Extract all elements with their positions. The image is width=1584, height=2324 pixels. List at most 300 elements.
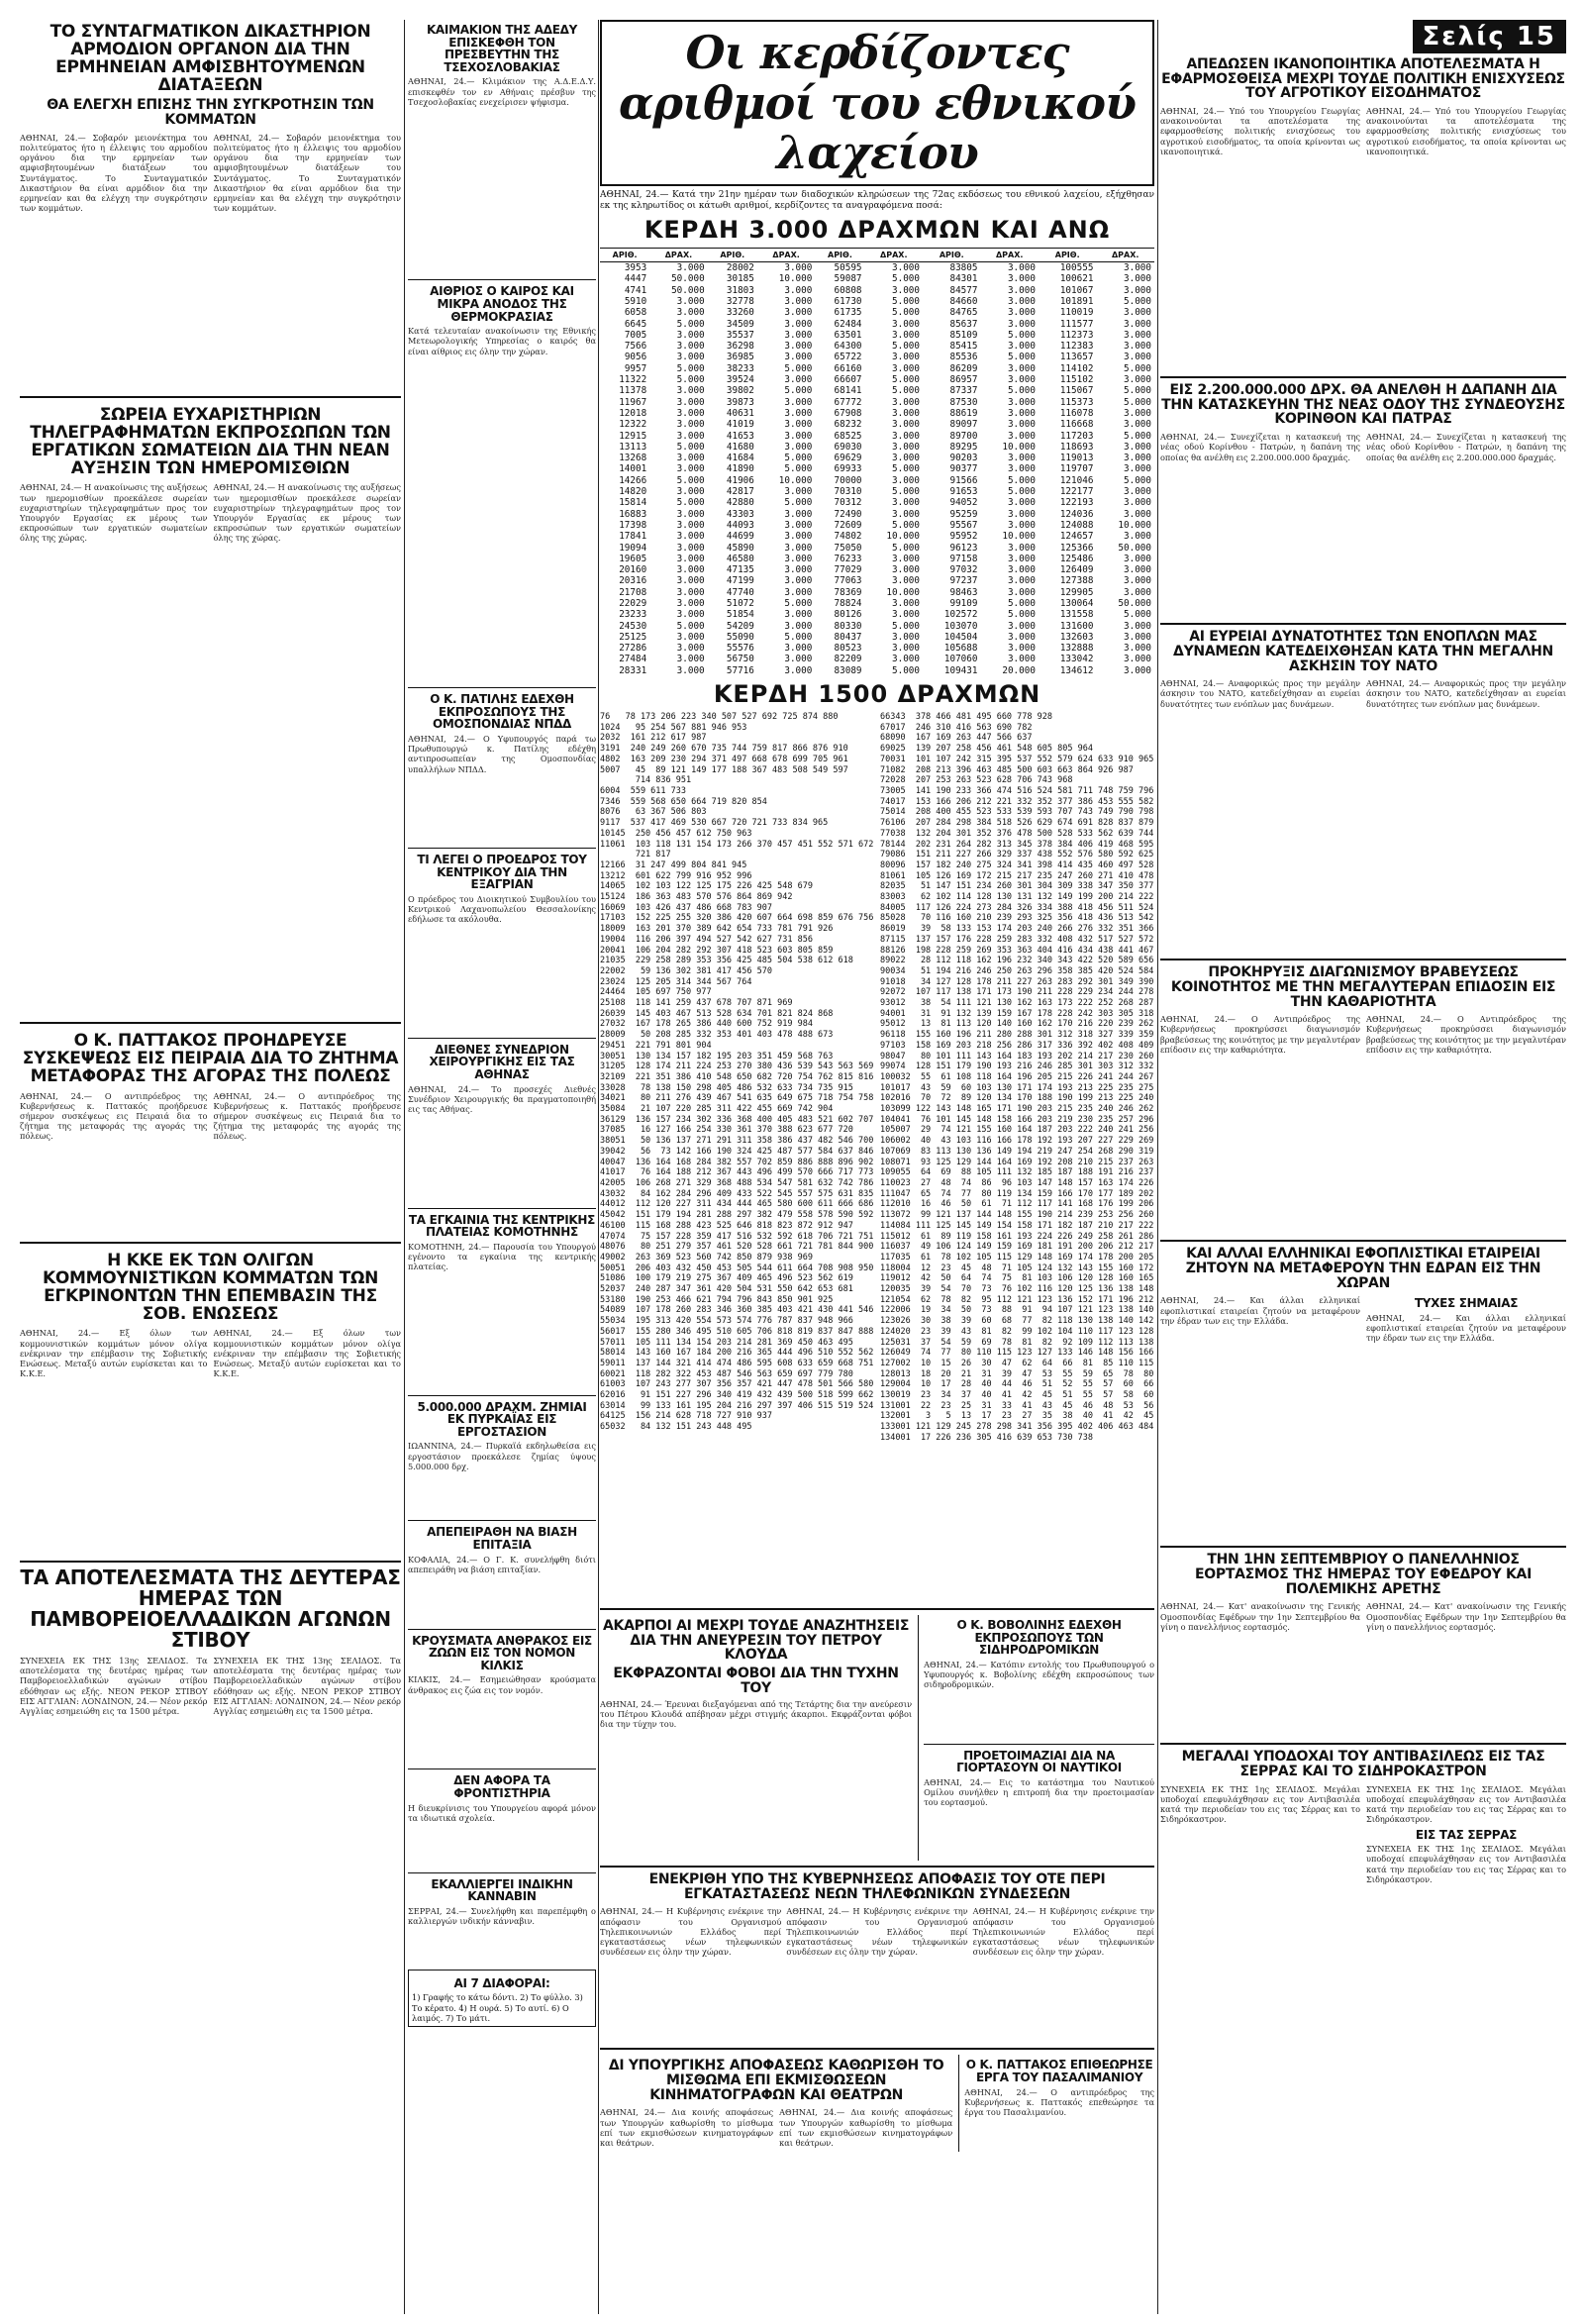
article-body: ΑΘΗΝΑΙ, 24.— Κατόπιν εντολής του Πρωθυπουργού ο Υφυπουργός κ. Βοβολίνης εδέχθη εκπροσώπους των σιδηροδρομικών. <box>924 1659 1154 1690</box>
list-item: 126049 74 77 80 110 115 123 127 133 146 148 156 166 <box>880 1348 1154 1359</box>
ticket-number: 95259 <box>949 508 978 520</box>
divider <box>1160 1546 1566 1548</box>
lottery-col-header: ΑΡΙΘ. <box>1039 248 1096 261</box>
ticket-number: 132888 <box>1059 643 1094 655</box>
prize-amount: 3.000 <box>1124 643 1151 655</box>
ticket-number: 85637 <box>949 318 978 330</box>
ticket-number: 84577 <box>949 284 978 296</box>
ticket-number: 116668 <box>1059 419 1094 431</box>
table-row <box>600 330 1154 341</box>
table-row <box>600 520 1154 531</box>
ticket-number: 124088 <box>1059 519 1094 531</box>
ticket-number: 51072 <box>726 597 754 609</box>
ticket-number: 91653 <box>949 486 978 498</box>
prize-amount: 3.000 <box>1007 643 1036 655</box>
lottery-col-header: ΑΡΙΘ. <box>923 248 980 261</box>
article <box>20 20 401 391</box>
prize-amount: 3.000 <box>784 295 813 307</box>
divider <box>20 1242 401 1244</box>
ticket-number: 121046 <box>1059 474 1094 486</box>
divider <box>408 687 596 688</box>
list-item: 90034 51 194 216 246 250 263 296 358 385 420 524 584 <box>880 965 1154 976</box>
prize-amount: 5.000 <box>892 385 921 397</box>
ticket-number: 69629 <box>834 453 862 464</box>
prize-amount: 5.000 <box>676 474 705 486</box>
prize-amount: 3.000 <box>784 519 813 531</box>
list-item: 71082 208 213 396 463 485 500 603 663 864 926 987 <box>880 764 1134 775</box>
prize-amount: 3.000 <box>676 542 705 554</box>
ticket-number: 96123 <box>949 542 978 554</box>
prize-amount: 3.000 <box>676 463 705 475</box>
ticket-number: 105688 <box>943 643 978 655</box>
ticket-number: 66607 <box>834 374 862 386</box>
article-body: ΑΘΗΝΑΙ, 24.— Κατ' ανακοίνωσιν της Γενικής Ομοσπονδίας Εφέδρων την 1ην Σεπτεμβρίου θα γίνη ο πανελλήνιος εορτασμός. <box>1366 1601 1566 1632</box>
ticket-number: 12018 <box>619 407 647 419</box>
ticket-number: 41906 <box>726 474 754 486</box>
ticket-number: 19094 <box>619 542 647 554</box>
list-item: 34021 80 211 276 439 467 541 635 649 675 718 754 758 <box>600 1093 874 1104</box>
list-item: 132001 3 5 13 17 23 27 35 38 40 41 42 45 <box>880 1411 1154 1422</box>
list-item: 1024 95 254 567 881 946 953 <box>600 722 747 733</box>
prize-amount: 3.000 <box>892 564 921 576</box>
prize-amount: 3.000 <box>676 597 705 609</box>
list-item: 53180 190 253 466 621 794 796 843 850 901 925 <box>600 1294 834 1305</box>
headline: ΚΑΙΜΑΚΙΟΝ ΤΗΣ ΑΔΕΔΥ ΕΠΙΣΚΕΦΘΗ ΤΟΝ ΠΡΕΣΒΕΥΤΗΝ ΤΗΣ ΤΣΕΧΟΣΛΟΒΑΚΙΑΣ <box>426 23 578 74</box>
headline: ΑΙ 7 ΔΙΑΦΟΡΑΙ: <box>453 1975 550 1990</box>
prize-amount: 3.000 <box>784 531 813 543</box>
list-item: 60021 118 282 322 453 487 546 563 659 697 779 780 <box>600 1368 853 1379</box>
article-body: Ο πρόεδρος του Διοικητικού Συμβουλίου του Κεντρικού Λαχανοπωλείου Θεσσαλονίκης εδήλωσε τα ακόλουθα. <box>408 893 596 925</box>
list-item: 76106 207 284 298 384 518 526 629 674 691 828 837 879 <box>880 818 1154 829</box>
ticket-number: 84301 <box>949 273 978 285</box>
ticket-number: 115067 <box>1059 385 1094 397</box>
ticket-number: 20316 <box>619 575 647 587</box>
divider <box>408 1395 596 1396</box>
list-item: 111047 65 74 77 80 119 134 159 166 170 177 189 202 <box>880 1188 1154 1199</box>
ticket-number: 102572 <box>943 609 978 621</box>
prize-amount: 5.000 <box>676 318 705 330</box>
prize-amount: 3.000 <box>892 597 921 609</box>
prize-amount: 3.000 <box>1124 497 1151 509</box>
list-item: 125031 37 54 59 69 78 81 82 92 109 112 113 138 <box>880 1337 1154 1348</box>
prize-amount: 3.000 <box>676 609 705 621</box>
list-item: 93012 38 54 111 121 130 162 163 173 222 252 268 287 <box>880 998 1154 1009</box>
ticket-number: 67908 <box>834 407 862 419</box>
prize-amount: 50.000 <box>1118 597 1151 609</box>
prize-amount: 3.000 <box>1124 352 1151 363</box>
list-item: 118004 12 23 45 48 71 105 124 132 143 155 160 172 <box>880 1263 1154 1273</box>
list-item: 80096 157 182 240 275 324 341 398 414 435 460 497 528 <box>880 859 1154 870</box>
list-item: 3191 240 249 260 670 735 744 759 817 866 876 910 <box>600 744 848 755</box>
list-item: 41017 76 164 188 212 367 443 496 499 570 666 717 773 <box>600 1167 874 1178</box>
prize-amount: 5.000 <box>1007 352 1036 363</box>
ticket-number: 41890 <box>726 463 754 475</box>
table-row <box>600 319 1154 330</box>
ticket-number: 76233 <box>834 553 862 564</box>
column-narrow <box>408 20 596 2314</box>
ticket-number: 116078 <box>1059 407 1094 419</box>
ticket-number: 42880 <box>726 497 754 509</box>
column-right <box>1160 20 1566 2314</box>
prize-amount: 5.000 <box>1007 385 1036 397</box>
list-item: 113072 99 121 137 144 148 155 190 214 239 253 256 260 <box>880 1210 1154 1221</box>
ticket-number: 5910 <box>624 295 647 307</box>
list-item: 714 836 951 <box>600 775 692 786</box>
prize-amount: 3.000 <box>676 307 705 319</box>
ticket-number: 109431 <box>943 664 978 676</box>
prize-amount: 3.000 <box>1124 407 1151 419</box>
list-item: 18009 163 201 370 389 642 654 733 781 791 926 <box>600 924 834 935</box>
ticket-number: 67772 <box>834 396 862 408</box>
prize-amount: 3.000 <box>1007 341 1036 353</box>
ticket-number: 28002 <box>726 262 754 274</box>
table-row <box>600 273 1154 284</box>
list-item: 106002 40 43 103 116 166 178 192 193 207 227 229 269 <box>880 1136 1154 1147</box>
prize-amount: 3.000 <box>892 575 921 587</box>
list-item: 31205 128 174 211 224 253 270 380 436 539 543 563 569 <box>600 1061 874 1072</box>
lottery-col-header: ΑΡΙΘ. <box>815 248 864 261</box>
article-body: ΑΘΗΝΑΙ, 24.— Και άλλαι ελληνικαί εφοπλιστικαί εταιρείαι ζητούν να μεταφέρουν την έδραν των εις την Ελλάδα. <box>1366 1312 1566 1344</box>
prize-amount: 3.000 <box>1007 497 1036 509</box>
prize-amount: 3.000 <box>892 508 921 520</box>
list-item: 64125 156 214 628 718 727 910 937 <box>600 1411 772 1422</box>
prize-amount: 3.000 <box>676 654 705 665</box>
table-row <box>600 564 1154 575</box>
ticket-number: 69030 <box>834 441 862 453</box>
table-row <box>600 609 1154 620</box>
list-item: 117035 61 78 102 105 115 129 148 169 174 178 200 205 <box>880 1252 1154 1263</box>
ticket-number: 97032 <box>949 564 978 576</box>
ticket-number: 83805 <box>949 262 978 274</box>
divider <box>1160 623 1566 625</box>
prize-amount: 5.000 <box>892 486 921 498</box>
list-item: 87115 137 157 176 228 259 283 332 408 432 517 527 572 <box>880 934 1154 945</box>
prize-amount: 3.000 <box>1007 318 1036 330</box>
prize-amount: 3.000 <box>1007 575 1036 587</box>
list-item: 30051 130 134 157 182 195 203 351 459 568 763 <box>600 1051 834 1061</box>
ticket-number: 80523 <box>834 643 862 655</box>
divider <box>20 1561 401 1563</box>
table-row <box>600 374 1154 385</box>
ticket-number: 14820 <box>619 486 647 498</box>
list-item: 59011 137 144 321 414 474 486 595 608 633 659 668 751 <box>600 1358 874 1368</box>
prize-amount: 3.000 <box>1124 374 1151 386</box>
ticket-number: 80437 <box>834 631 862 643</box>
prize-amount: 3.000 <box>1124 419 1151 431</box>
prize-amount: 5.000 <box>1124 609 1151 621</box>
list-item: 74017 153 166 206 212 221 332 352 377 386 453 555 582 <box>880 796 1154 807</box>
prize-amount: 3.000 <box>1124 463 1151 475</box>
ticket-number: 61735 <box>834 307 862 319</box>
ticket-number: 36985 <box>726 352 754 363</box>
prize-amount: 3.000 <box>1007 374 1036 386</box>
ticket-number: 95952 <box>949 531 978 543</box>
prize-amount: 3.000 <box>784 419 813 431</box>
prize-amount: 3.000 <box>892 643 921 655</box>
divider <box>408 1208 596 1209</box>
prize-amount: 3.000 <box>784 486 813 498</box>
ticket-number: 54209 <box>726 620 754 632</box>
prize-amount: 5.000 <box>892 374 921 386</box>
prize-amount: 5.000 <box>1007 597 1036 609</box>
headline: ΤΙ ΛΕΓΕΙ Ο ΠΡΟΕΔΡΟΣ ΤΟΥ ΚΕΝΤΡΙΚΟΥ ΔΙΑ ΤΗΝ ΕΞΑΓΡΙΑΝ <box>417 852 587 892</box>
lottery-col-header: ΔΡΑΧ. <box>980 248 1038 261</box>
lottery-col-header: ΔΡΑΧ. <box>1096 248 1154 261</box>
prize-amount: 3.000 <box>1007 362 1036 374</box>
table-row <box>600 408 1154 419</box>
prize-amount: 3.000 <box>1124 318 1151 330</box>
ticket-number: 131558 <box>1059 609 1094 621</box>
table-row <box>600 632 1154 643</box>
ticket-number: 85415 <box>949 341 978 353</box>
article-body: ΑΘΗΝΑΙ, 24.— Δια κοινής αποφάσεως των Υπουργών καθωρίσθη το μίσθωμα επί των εκμισθώσεων κινηματογράφων και θεάτρων. <box>779 2107 953 2149</box>
ticket-number: 111577 <box>1059 318 1094 330</box>
article-body: ΑΘΗΝΑΙ, 24.— Σοβαρόν μειονέκτημα του πολιτεύματος ήτο η έλλειψις του αρμοδίου οργάνου δια την ερμηνείαν των αμφισβητουμένων διατάξεων του Συντάγματος. Το Συνταγματικόν Δικαστήριον θα είναι αρμόδιον δια την ερμηνείαν και θα ελέγχη την συγκρότησιν των κομμάτων. <box>213 132 401 214</box>
ticket-number: 3953 <box>624 262 647 274</box>
ticket-number: 119013 <box>1059 453 1094 464</box>
prize-amount: 5.000 <box>1124 385 1151 397</box>
list-item: 103099 122 143 148 165 171 190 203 215 235 240 246 262 <box>880 1104 1154 1115</box>
ticket-number: 31803 <box>726 284 754 296</box>
lottery-col-header: ΔΡΑΧ. <box>649 248 707 261</box>
prize-amount: 3.000 <box>1124 631 1151 643</box>
ticket-number: 44699 <box>726 531 754 543</box>
divider <box>408 1768 596 1769</box>
prize-amount: 5.000 <box>1007 609 1036 621</box>
prize-amount: 5.000 <box>676 620 705 632</box>
lottery-heading-3000: ΚΕΡΔΗ 3.000 ΔΡΑΧΜΩΝ ΚΑΙ ΑΝΩ <box>644 215 1111 244</box>
list-item: 27032 167 178 265 386 440 600 752 919 984 <box>600 1019 813 1030</box>
list-item: 55034 195 313 420 554 573 574 776 787 837 948 966 <box>600 1316 853 1327</box>
list-item: 92072 107 117 138 171 173 190 211 228 229 234 244 278 <box>880 987 1154 998</box>
table-row <box>600 419 1154 430</box>
ticket-number: 14001 <box>619 463 647 475</box>
table-row <box>600 575 1154 586</box>
table-row <box>600 475 1154 486</box>
ticket-number: 95567 <box>949 519 978 531</box>
headline: ΕΙΣ 2.200.000.000 ΔΡΧ. ΘΑ ΑΝΕΛΘΗ Η ΔΑΠΑΝΗ ΔΙΑ ΤΗΝ ΚΑΤΑΣΚΕΥΗΝ ΤΗΣ ΝΕΑΣ ΟΔΟΥ ΤΗΣ ΣΥΝΔΕΟΥΣΗΣ ΚΟΡΙΝΘΟΝ ΚΑΙ ΠΑΤΡΑΣ <box>1161 382 1565 428</box>
article-body: ΑΘΗΝΑΙ, 24.— Υπό του Υπουργείου Γεωργίας ανακοινούνται τα αποτελέσματα της εφαρμοσθείσης πολιτικής ενισχύσεως του αγροτικού εισοδήματος, τα οποία κρίνονται ως ικανοποιητικά. <box>1160 106 1360 156</box>
list-item: 37085 16 127 166 254 330 361 370 388 623 677 720 <box>600 1125 853 1136</box>
article-body: ΚΙΛΚΙΣ, 24.— Εσημειώθησαν κρούσματα άνθρακος εις ζώα εις τον νομόν. <box>408 1674 596 1695</box>
table-row <box>600 531 1154 542</box>
subheadline: ΕΚΦΡΑΖΟΝΤΑΙ ΦΟΒΟΙ ΔΙΑ ΤΗΝ ΤΥΧΗΝ ΤΟΥ <box>613 1666 899 1696</box>
prize-amount: 3.000 <box>1124 553 1151 564</box>
list-item: 89022 28 112 118 162 196 232 340 343 422 520 589 656 <box>880 956 1154 966</box>
prize-amount: 3.000 <box>1124 531 1151 543</box>
prize-amount: 3.000 <box>676 329 705 341</box>
list-item: 91018 34 127 128 178 211 227 263 283 292 301 349 390 <box>880 976 1154 987</box>
ticket-number: 17841 <box>619 531 647 543</box>
ticket-number: 43303 <box>726 508 754 520</box>
list-item: 47074 75 157 228 359 417 516 532 592 618 706 721 751 <box>600 1231 874 1242</box>
prize-amount: 3.000 <box>676 508 705 520</box>
prize-amount: 3.000 <box>1007 430 1036 442</box>
list-item: 2032 161 212 617 987 <box>600 733 707 744</box>
prize-amount: 3.000 <box>892 329 921 341</box>
ticket-number: 59087 <box>834 273 862 285</box>
headline: ΠΡΟΕΤΟΙΜΑΖΙΑΙ ΔΙΑ ΝΑ ΓΙΟΡΤΑΣΟΥΝ ΟΙ ΝΑΥΤΙΚΟΙ <box>956 1748 1122 1775</box>
ticket-number: 44093 <box>726 519 754 531</box>
ticket-number: 42817 <box>726 486 754 498</box>
column-lottery <box>600 20 1154 2314</box>
list-item: 46100 115 168 288 423 525 646 818 823 872 912 947 <box>600 1220 853 1231</box>
prize-amount: 3.000 <box>1124 341 1151 353</box>
article-body: ΑΘΗΝΑΙ, 24.— Δια κοινής αποφάσεως των Υπουργών καθωρίσθη το μίσθωμα επί των εκμισθώσεων κινηματογράφων και θεάτρων. <box>600 2107 774 2149</box>
article-body: ΑΘΗΝΑΙ, 24.— Υπό του Υπουργείου Γεωργίας ανακοινούνται τα αποτελέσματα της εφαρμοσθείσης πολιτικής ενισχύσεως του αγροτικού εισοδήματος, τα οποία κρίνονται ως ικανοποιητικά. <box>1366 106 1566 156</box>
lottery-col-header: ΑΡΙΘ. <box>708 248 757 261</box>
prize-amount: 10.000 <box>1002 441 1036 453</box>
ticket-number: 66160 <box>834 362 862 374</box>
list-item: 70031 101 107 242 315 395 537 552 579 624 633 910 965 <box>880 754 1154 764</box>
list-item: 127002 10 15 26 30 47 62 64 66 81 85 110 115 <box>880 1358 1154 1368</box>
ticket-number: 47199 <box>726 575 754 587</box>
article <box>20 1567 401 1720</box>
prize-amount: 3.000 <box>1124 329 1151 341</box>
divider <box>408 1520 596 1521</box>
article-body: ΑΘΗΝΑΙ, 24.— Ο αντιπρόεδρος της Κυβερνήσεως κ. Παττακός επεθεώρησε τα έργα του Πασαλιμανίου. <box>964 2086 1154 2117</box>
ticket-number: 114102 <box>1059 362 1094 374</box>
table-row <box>600 543 1154 554</box>
column-rule <box>404 20 405 2314</box>
article-body: Κατά τελευταίαν ανακοίνωσιν της Εθνικής Μετεωρολογικής Υπηρεσίας ο καιρός θα είναι αίθριος εις όλην την χώραν. <box>408 326 596 356</box>
table-row <box>600 352 1154 362</box>
ticket-number: 68525 <box>834 430 862 442</box>
prize-amount: 3.000 <box>676 575 705 587</box>
article-body: ΑΘΗΝΑΙ, 24.— Ο αντιπρόεδρος της Κυβερνήσεως κ. Παττακός προήδρευσε σήμερον συσκέψεως εις Πειραιά δια το ζήτημα της μεταφοράς της αγοράς της πόλεως. <box>213 1090 401 1142</box>
prize-amount: 3.000 <box>784 609 813 621</box>
divider <box>600 1866 1154 1868</box>
article-body: ΑΘΗΝΑΙ, 24.— Σοβαρόν μειονέκτημα του πολιτεύματος ήτο η έλλειψις του αρμοδίου οργάνου δια την ερμηνείαν των αμφισβητουμένων διατάξεων του Συντάγματος. Το Συνταγματικόν Δικαστήριον θα είναι αρμόδιον δια την ερμηνείαν και θα ελέγχη την συγκρότησιν των κομμάτων. <box>20 132 208 214</box>
list-item: 68090 167 169 263 447 566 637 <box>880 733 1033 744</box>
list-item: 32109 221 351 386 410 548 650 682 720 754 762 815 816 <box>600 1071 874 1082</box>
prize-amount: 3.000 <box>1124 620 1151 632</box>
table-row <box>600 598 1154 609</box>
prize-amount: 3.000 <box>1124 654 1151 665</box>
prize-amount: 3.000 <box>1124 284 1151 296</box>
prize-amount: 3.000 <box>1007 620 1036 632</box>
prize-amount: 3.000 <box>784 374 813 386</box>
prize-amount: 3.000 <box>784 329 813 341</box>
divider <box>408 1629 596 1630</box>
ticket-number: 131600 <box>1059 620 1094 632</box>
headline: Ο Κ. ΠΑΤΙΛΗΣ ΕΔΕΧΘΗ ΕΚΠΡΟΣΩΠΟΥΣ ΤΗΣ ΟΜΟΣΠΟΝΔΙΑΣ ΝΠΔΔ <box>430 692 574 732</box>
prize-amount: 5.000 <box>676 374 705 386</box>
list-item: 131001 22 23 25 31 33 41 43 45 46 48 53 56 <box>880 1400 1154 1411</box>
prize-amount: 5.000 <box>1007 486 1036 498</box>
ticket-number: 64300 <box>834 341 862 353</box>
ticket-number: 36298 <box>726 341 754 353</box>
ticket-number: 9056 <box>624 352 647 363</box>
list-item: 56017 155 280 346 495 510 605 706 818 819 837 847 888 <box>600 1326 874 1337</box>
ticket-number: 117203 <box>1059 430 1094 442</box>
prize-amount: 3.000 <box>676 519 705 531</box>
ticket-number: 86957 <box>949 374 978 386</box>
list-item: 78144 202 231 264 282 313 345 378 384 406 419 468 595 <box>880 839 1154 850</box>
list-item: 40047 136 164 168 284 382 557 702 859 886 888 896 902 <box>600 1157 874 1167</box>
ticket-number: 24530 <box>619 620 647 632</box>
ticket-number: 77029 <box>834 564 862 576</box>
prize-amount: 3.000 <box>1007 273 1036 285</box>
ticket-number: 17398 <box>619 519 647 531</box>
subheadline: ΤΥΧΕΣ ΣΗΜΑΙΑΣ <box>1414 1296 1519 1311</box>
ticket-number: 41653 <box>726 430 754 442</box>
ticket-number: 122177 <box>1059 486 1094 498</box>
list-item: 44012 112 120 227 311 434 444 465 580 600 611 666 686 <box>600 1199 874 1210</box>
divider <box>408 279 596 280</box>
table-row <box>600 397 1154 408</box>
list-item: 72028 207 253 263 523 628 706 743 968 <box>880 775 1073 786</box>
prize-amount: 5.000 <box>1007 474 1036 486</box>
ticket-number: 132603 <box>1059 631 1094 643</box>
article-body: ΑΘΗΝΑΙ, 24.— Εξ όλων των κομμουνιστικών κομμάτων μόνον ολίγα ενέκριναν την επέμβασιν της Σοβιετικής Ενώσεως. Μεταξύ αυτών ευρίσκεται και το Κ.Κ.Ε. <box>20 1328 208 1379</box>
prize-amount: 3.000 <box>1007 586 1036 598</box>
ticket-number: 78824 <box>834 597 862 609</box>
ticket-number: 87337 <box>949 385 978 397</box>
article-body: ΑΘΗΝΑΙ, 24.— Η Κυβέρνησις ενέκρινε την απόφασιν του Οργανισμού Τηλεπικοινωνιών Ελλάδος περί εγκαταστάσεως νέων τηλεφωνικών συνδέσεων εις όλην την χώραν. <box>786 1906 968 1958</box>
ticket-number: 27286 <box>619 643 647 655</box>
ticket-number: 72490 <box>834 508 862 520</box>
table-row <box>600 341 1154 352</box>
article-body: ΣΥΝΕΧΕΙΑ ΕΚ ΤΗΣ 1ης ΣΕΛΙΔΟΣ. Μεγάλαι υποδοχαί επεφυλάχθησαν εις τον Αντιβασιλέα κατά την περιοδείαν του εις τας Σέρρας και το Σιδηρόκαστρον. <box>1366 1783 1566 1825</box>
list-item: 26039 145 403 467 513 528 634 701 821 824 868 <box>600 1008 834 1019</box>
headline: 5.000.000 ΔΡΑΧΜ. ΖΗΜΙΑΙ ΕΚ ΠΥΡΚΑΪΑΣ ΕΙΣ ΕΡΓΟΣΤΑΣΙΟΝ <box>417 1399 587 1439</box>
list-item: 109055 64 69 88 105 111 132 185 187 188 191 216 237 <box>880 1167 1154 1178</box>
list-item: 120035 39 54 70 73 76 102 116 120 125 136 138 148 <box>880 1284 1154 1295</box>
prize-amount: 3.000 <box>892 609 921 621</box>
divider <box>408 1038 596 1039</box>
ticket-number: 98463 <box>949 586 978 598</box>
list-item: 73005 141 190 233 366 474 516 524 581 711 748 759 796 <box>880 785 1154 796</box>
ticket-number: 69933 <box>834 463 862 475</box>
ticket-number: 55090 <box>726 631 754 643</box>
list-item: 61003 107 243 277 307 356 357 421 447 478 501 566 580 <box>600 1379 874 1390</box>
ticket-number: 122193 <box>1059 497 1094 509</box>
prize-amount: 5.000 <box>1124 362 1151 374</box>
prize-amount: 3.000 <box>892 430 921 442</box>
ticket-number: 4447 <box>624 273 647 285</box>
ticket-number: 129905 <box>1059 586 1094 598</box>
prize-amount: 3.000 <box>1007 463 1036 475</box>
table-row <box>600 453 1154 463</box>
list-item: 83003 62 102 114 128 130 131 132 149 199 200 214 222 <box>880 892 1154 903</box>
table-row <box>600 587 1154 598</box>
prize-amount: 3.000 <box>892 453 921 464</box>
prize-amount: 3.000 <box>1007 542 1036 554</box>
prize-amount: 3.000 <box>784 664 813 676</box>
prize-amount: 5.000 <box>892 664 921 676</box>
ticket-number: 41684 <box>726 453 754 464</box>
ticket-number: 38233 <box>726 362 754 374</box>
table-row <box>600 385 1154 396</box>
prize-amount: 3.000 <box>1007 396 1036 408</box>
ticket-number: 68141 <box>834 385 862 397</box>
list-item: 23024 125 205 314 344 567 764 <box>600 976 752 987</box>
list-item: 57011 105 111 134 154 203 214 281 369 450 463 495 <box>600 1337 853 1348</box>
prize-amount: 10.000 <box>1118 519 1151 531</box>
list-item: 82035 51 147 151 234 260 301 304 309 338 347 350 377 <box>880 881 1154 892</box>
list-item: 119012 42 50 64 74 75 81 103 106 120 128 160 165 <box>880 1273 1154 1284</box>
headline: ΜΕΓΑΛΑΙ ΥΠΟΔΟΧΑΙ ΤΟΥ ΑΝΤΙΒΑΣΙΛΕΩΣ ΕΙΣ ΤΑΣ ΣΕΡΡΑΣ ΚΑΙ ΤΟ ΣΙΔΗΡΟΚΑΣΤΡΟΝ <box>1181 1749 1545 1780</box>
prize-amount: 5.000 <box>784 631 813 643</box>
list-item: 14065 102 103 122 125 175 226 425 548 679 <box>600 881 813 892</box>
list-item: 129004 10 17 28 40 44 46 51 52 55 57 60 66 <box>880 1379 1154 1390</box>
ticket-number: 14266 <box>619 474 647 486</box>
table-row <box>600 307 1154 318</box>
list-item: 8076 63 367 506 803 <box>600 807 707 818</box>
article-body: ΚΟΜΟΤΗΝΗ, 24.— Παρουσία του Υπουργού εγένοντο τα εγκαίνια της κεντρικής πλατείας. <box>408 1241 596 1272</box>
ticket-number: 9957 <box>624 362 647 374</box>
